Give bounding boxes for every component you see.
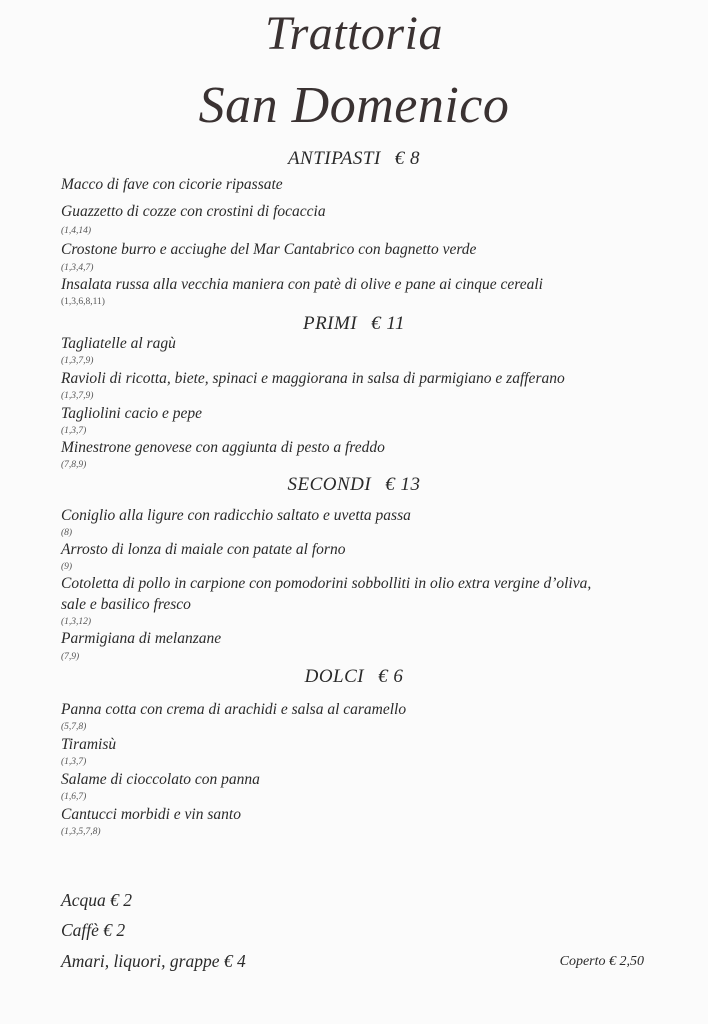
menu-item: Crostone burro e acciughe del Mar Cantabrico con bagnetto verde <box>61 241 477 258</box>
section-antipasti-heading <box>0 148 708 170</box>
menu-item: Macco di fave con cicorie ripassate <box>61 176 283 193</box>
allergen-codes: (1,3,4,7) <box>61 263 94 273</box>
allergen-codes: (5,7,8) <box>61 722 87 732</box>
menu-item: Tagliatelle al ragù <box>61 335 176 352</box>
section-title: PRIMI <box>302 313 358 334</box>
beverage-item: Acqua € 2 <box>61 890 132 910</box>
menu-item: Salame di cioccolato con panna <box>61 771 260 788</box>
allergen-codes: (7,8,9) <box>61 460 87 470</box>
section-title: ANTIPASTI <box>287 148 381 169</box>
allergen-codes: (1,3,6,8,11) <box>61 297 105 307</box>
beverage-item: Amari, liquori, grappe € 4 <box>61 951 246 971</box>
menu-item: Guazzetto di cozze con crostini di focaccia <box>61 203 326 220</box>
allergen-codes: (1,3,7,9) <box>61 356 94 366</box>
menu-item: Tagliolini cacio e pepe <box>61 405 203 422</box>
allergen-codes: (7,9) <box>61 652 80 662</box>
menu-item: Minestrone genovese con aggiunta di pesto a freddo <box>61 439 385 456</box>
section-price: € 11 <box>371 313 406 334</box>
allergen-codes: (1,3,5,7,8) <box>61 827 101 837</box>
beverage-item: Caffè € 2 <box>61 920 126 940</box>
section-price: € 8 <box>394 148 421 169</box>
cover-charge: Coperto € 2,50 <box>559 954 644 969</box>
allergen-codes: (1,3,12) <box>61 617 92 627</box>
section-price: € 13 <box>385 474 421 495</box>
section-price: € 6 <box>378 666 404 687</box>
section-primi-heading <box>0 313 708 335</box>
restaurant-name-line1: Trattoria <box>265 7 443 60</box>
section-dolci-heading <box>0 666 708 688</box>
menu-item-continuation: sale e basilico fresco <box>61 596 191 613</box>
restaurant-name-line2: San Domenico <box>198 77 510 134</box>
menu-item: Cantucci morbidi e vin santo <box>61 806 241 823</box>
allergen-codes: (1,6,7) <box>61 792 87 802</box>
section-title: SECONDI <box>287 474 372 495</box>
menu-item: Insalata russa alla vecchia maniera con patè di olive e pane ai cinque cereali <box>61 276 543 293</box>
menu-item: Panna cotta con crema di arachidi e salsa al caramello <box>61 701 407 718</box>
menu-item: Parmigiana di melanzane <box>61 630 222 647</box>
menu-item: Arrosto di lonza di maiale con patate al forno <box>61 541 346 558</box>
menu-item: Coniglio alla ligure con radicchio saltato e uvetta passa <box>61 507 411 524</box>
allergen-codes: (1,3,7) <box>61 426 87 436</box>
allergen-codes: (1,3,7) <box>61 757 87 767</box>
menu-item: Tiramisù <box>61 736 117 753</box>
menu-item: Ravioli di ricotta, biete, spinaci e maggiorana in salsa di parmigiano e zafferano <box>61 370 565 387</box>
section-secondi-heading <box>0 474 708 496</box>
allergen-codes: (1,3,7,9) <box>61 391 94 401</box>
allergen-codes: (9) <box>61 562 73 572</box>
allergen-codes: (8) <box>61 528 73 538</box>
section-title: DOLCI <box>304 666 365 687</box>
menu-item: Cotoletta di pollo in carpione con pomodorini sobbolliti in olio extra vergine d’oliva, <box>61 575 592 592</box>
allergen-codes: (1,4,14) <box>61 226 92 236</box>
